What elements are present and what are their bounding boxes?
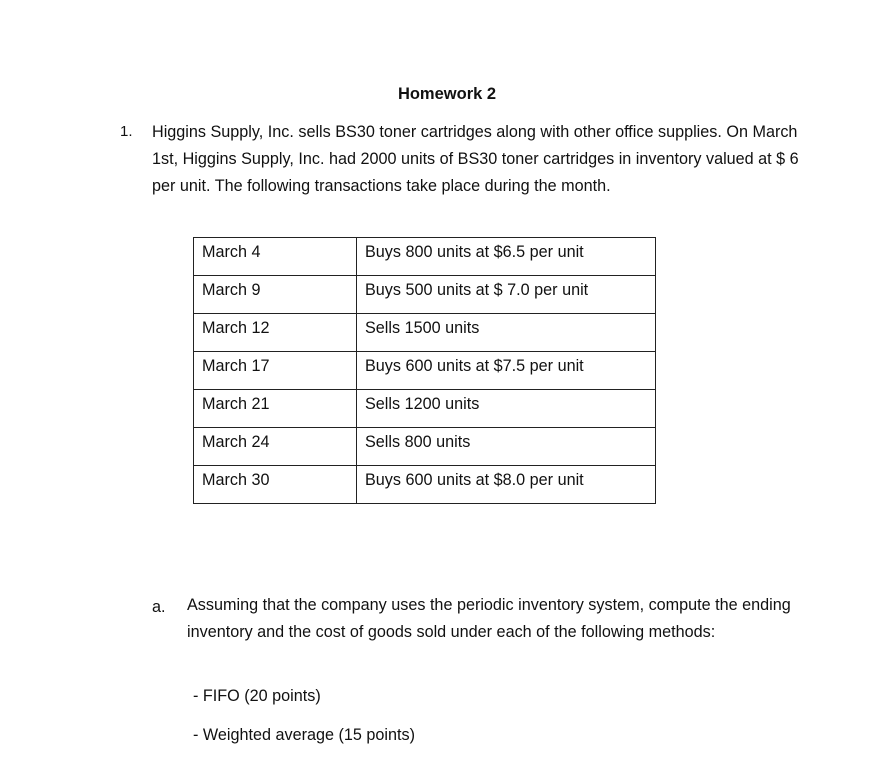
transaction-description: Buys 800 units at $6.5 per unit [357,238,656,276]
transactions-table [193,237,656,504]
table-row [194,390,656,428]
transaction-date: March 4 [194,238,357,276]
transaction-date: March 12 [194,314,357,352]
method-weighted-average: - Weighted average (15 points) [193,726,415,744]
transaction-description: Buys 500 units at $ 7.0 per unit [357,276,656,314]
table-row [194,428,656,466]
transaction-date: March 30 [194,466,357,504]
table-row [194,314,656,352]
transaction-description: Sells 1200 units [357,390,656,428]
question-text: Higgins Supply, Inc. sells BS30 toner cartridges along with other office supplies. On March 1st, Higgins Supply, Inc. had 2000 units of BS30 toner cartridges in inventory valued at $ 6 per unit. The following transactions take place during the month. [152,123,799,195]
transaction-date: March 24 [194,428,357,466]
question-number: 1. [120,123,133,140]
transaction-date: March 21 [194,390,357,428]
method-fifo: - FIFO (20 points) [193,687,321,705]
table-row [194,276,656,314]
document-title: Homework 2 [397,85,497,103]
part-a-label: a. [152,598,166,616]
transaction-date: March 9 [194,276,357,314]
transaction-date: March 17 [194,352,357,390]
table-row [194,466,656,504]
table-row [194,238,656,276]
transaction-description: Buys 600 units at $8.0 per unit [357,466,656,504]
transaction-description: Sells 1500 units [357,314,656,352]
transaction-description: Buys 600 units at $7.5 per unit [357,352,656,390]
part-a-text: Assuming that the company uses the periodic inventory system, compute the ending inventory and the cost of goods sold under each of the following methods: [187,596,791,641]
transaction-description: Sells 800 units [357,428,656,466]
table-row [194,352,656,390]
